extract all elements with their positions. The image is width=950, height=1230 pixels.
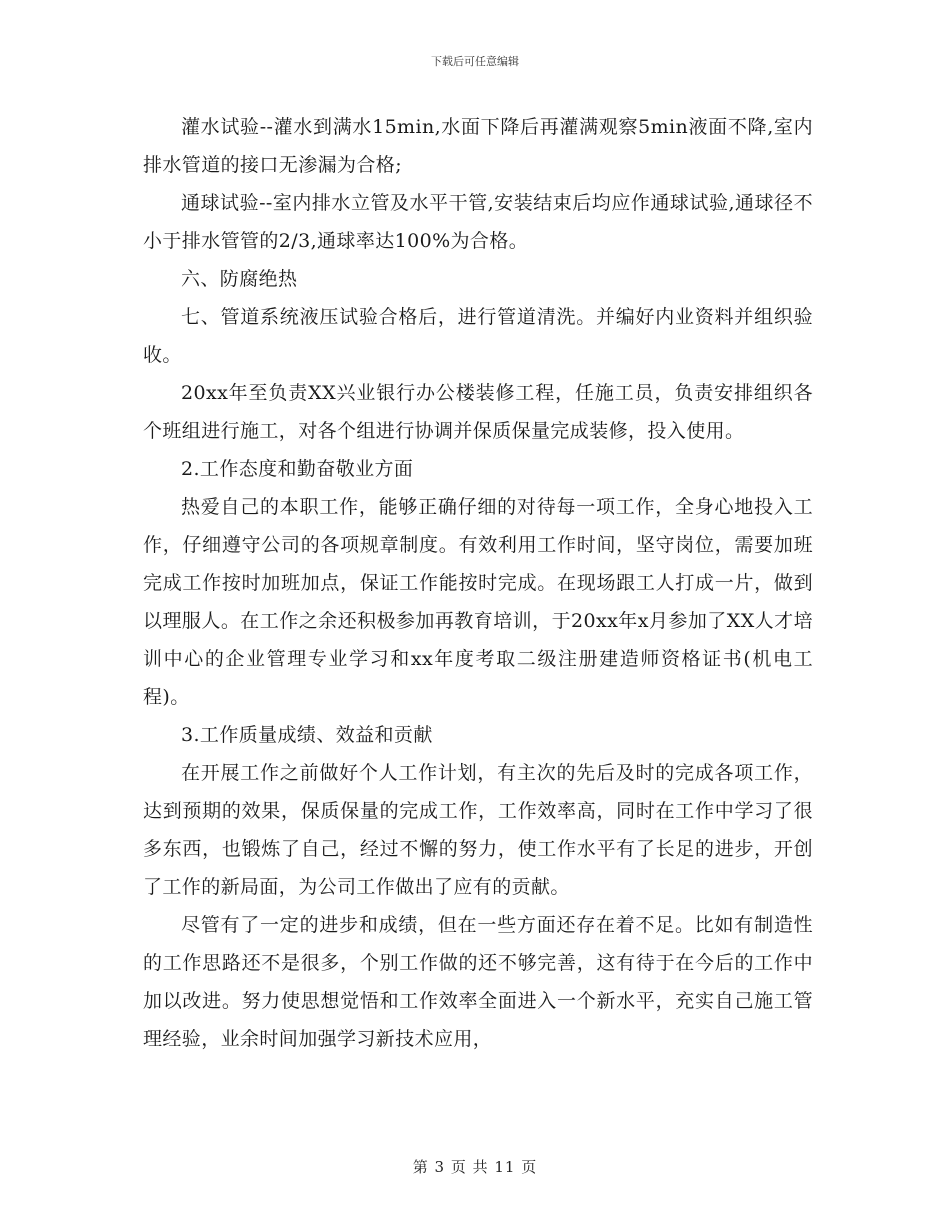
page-header: 下载后可任意编辑 [431,55,519,68]
paragraph-project-experience: 20xx年至负责XX兴业银行办公楼装修工程，任施工员，负责安排组织各个班组进行施工，对各个组进行协调并保质保量完成装修，投入使用。 [143,382,813,442]
section-heading-work-quality: 3.工作质量成绩、效益和贡献 [181,724,433,746]
section-heading-anticorrosion: 六、防腐绝热 [181,268,298,290]
paragraph-shortcomings: 尽管有了一定的进步和成绩，但在一些方面还存在着不足。比如有制造性的工作思路还不是很多，个别工作做的还不够完善，这有待于在今后的工作中加以改进。努力使思想觉悟和工作效率全面进入一个新水平，充实自己施工管理经验，业余时间加强学习新技术应用， [143,914,813,1050]
document-body [143,108,813,1058]
paragraph-water-fill-test: 灌水试验--灌水到满水15min,水面下降后再灌满观察5min液面不降,室内排水管道的接口无渗漏为合格; [143,116,813,176]
page-number-footer: 第 3 页 共 11 页 [412,1158,538,1176]
paragraph-work-attitude: 热爱自己的本职工作，能够正确仔细的对待每一项工作，全身心地投入工作，仔细遵守公司的各项规章制度。有效利用工作时间，坚守岗位，需要加班完成工作按时加班加点，保证工作能按时完成。在现场跟工人打成一片，做到以理服人。在工作之余还积极参加再教育培训，于20xx年x月参加了XX人才培训中心的企业管理专业学习和xx年度考取二级注册建造师资格证书(机电工程)。 [143,496,813,708]
section-heading-work-attitude: 2.工作态度和勤奋敬业方面 [181,458,414,480]
paragraph-work-quality: 在开展工作之前做好个人工作计划，有主次的先后及时的完成各项工作，达到预期的效果，保质保量的完成工作，工作效率高，同时在工作中学习了很多东西，也锻炼了自己，经过不懈的努力，使工作水平有了长足的进步，开创了工作的新局面，为公司工作做出了应有的贡献。 [143,762,813,898]
paragraph-ball-pass-test: 通球试验--室内排水立管及水平干管,安装结束后均应作通球试验,通球径不小于排水管管的2/3,通球率达100%为合格。 [143,192,813,252]
section-heading-pressure-test: 七、管道系统液压试验合格后，进行管道清洗。并编好内业资料并组织验收。 [143,306,813,366]
